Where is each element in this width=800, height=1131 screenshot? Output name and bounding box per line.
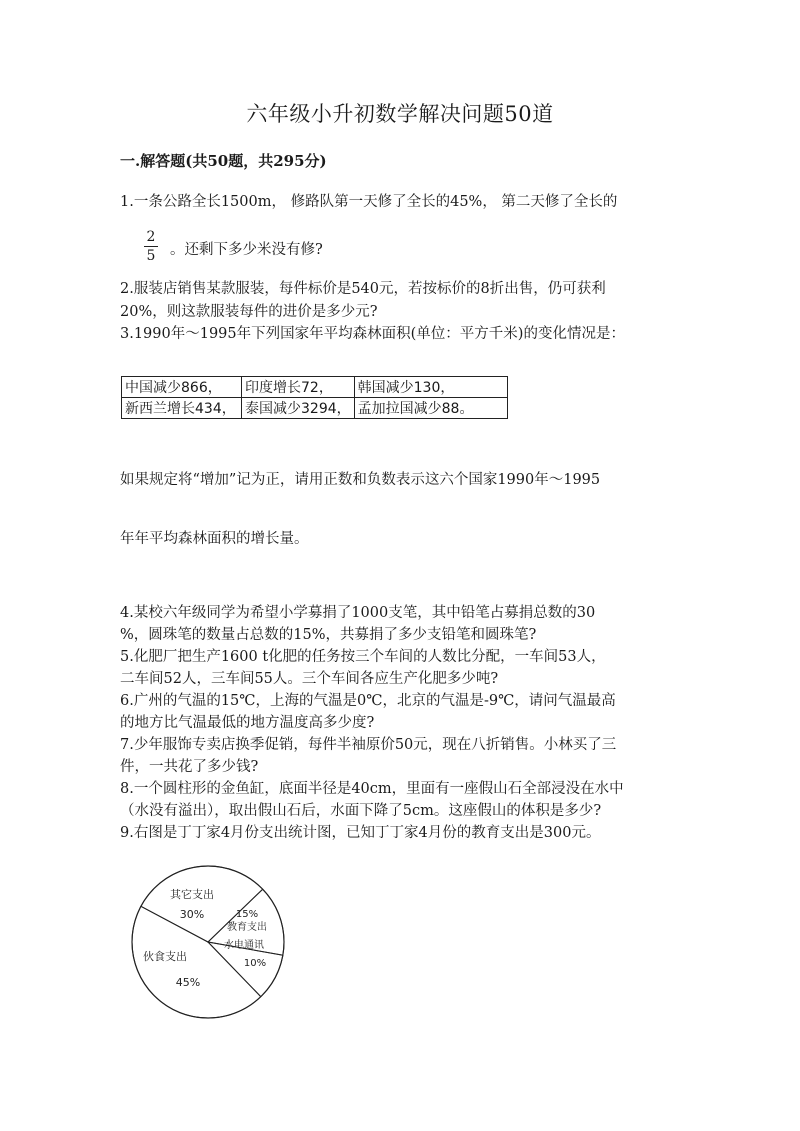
question-4-line-2: %，圆珠笔的数量占总数的15%，共募捐了多少支铅笔和圆珠笔? <box>120 627 537 643</box>
table-row <box>122 377 508 398</box>
question-1-line-1: 1.一条公路全长1500m， 修路队第一天修了全长的45%， 第二天修了全长的 <box>120 194 618 210</box>
fraction-denominator: 5 <box>146 248 156 264</box>
table-cell: 新西兰增长434， <box>122 398 242 419</box>
question-7-line-1: 7.少年服饰专卖店换季促销，每件半袖原价50元，现在八折销售。小林买了三 <box>120 737 617 753</box>
pie-slice-label: 水电通讯 <box>224 940 264 951</box>
pie-slice-value: 15% <box>235 909 259 920</box>
question-6-line-2: 的地方比气温最低的地方温度高多少度? <box>120 715 375 731</box>
pie-slice-label: 伙食支出 <box>143 950 187 963</box>
expense-pie-chart <box>120 860 300 1020</box>
question-8-line-2: （水没有溢出），取出假山石后，水面下降了5cm。这座假山的体积是多少? <box>120 803 602 819</box>
fraction-numerator: 2 <box>146 229 156 245</box>
pie-slice-value: 10% <box>243 958 267 969</box>
table-cell: 印度增长72， <box>242 377 355 398</box>
question-2-line-1: 2.服装店销售某款服装，每件标价是540元，若按标价的8折出售，仍可获利 <box>120 281 606 297</box>
question-8-line-1: 8.一个圆柱形的金鱼缸，底面半径是40cm，里面有一座假山石全部浸没在水中 <box>120 781 624 797</box>
question-2-line-2: 20%，则这款服装每件的进价是多少元? <box>120 304 378 320</box>
table-cell: 孟加拉国减少88。 <box>354 398 507 419</box>
question-3-line-2: 如果规定将“增加”记为正，请用正数和负数表示这六个国家1990年～1995 <box>120 472 601 488</box>
fraction-bar <box>144 246 158 247</box>
section-heading: 一.解答题(共50题，共295分) <box>120 152 327 170</box>
table-cell: 泰国减少3294， <box>242 398 355 419</box>
question-5-line-1: 5.化肥厂把生产1600 t化肥的任务按三个车间的人数比分配，一车间53人， <box>120 649 606 665</box>
question-6-line-1: 6.广州的气温的15℃，上海的气温是0℃，北京的气温是-9℃，请问气温最高 <box>120 693 616 709</box>
question-3-line-1: 3.1990年～1995年下列国家年平均森林面积(单位：平方千米)的变化情况是： <box>120 326 625 342</box>
forest-change-table <box>121 376 508 419</box>
question-5-line-2: 二车间52人，三车间55人。三个车间各应生产化肥多少吨? <box>120 671 499 687</box>
pie-slice-label: 其它支出 <box>170 888 214 901</box>
table-row <box>122 398 508 419</box>
question-3-line-3: 年年平均森林面积的增长量。 <box>120 531 309 547</box>
question-9-line-1: 9.右图是丁丁家4月份支出统计图，已知丁丁家4月份的教育支出是300元。 <box>120 825 601 841</box>
question-1-line-2: 。还剩下多少米没有修? <box>170 242 323 258</box>
table-cell: 中国减少866， <box>122 377 242 398</box>
table-cell: 韩国减少130， <box>354 377 507 398</box>
pie-slice-label: 教育支出 <box>227 922 267 933</box>
pie-slice-value: 30% <box>179 908 205 921</box>
question-7-line-2: 件，一共花了多少钱? <box>120 759 259 775</box>
pie-slice-value: 45% <box>175 976 201 989</box>
page-title: 六年级小升初数学解决问题50道 <box>246 102 554 126</box>
fraction-two-fifths <box>144 230 158 263</box>
question-4-line-1: 4.某校六年级同学为希望小学募捐了1000支笔，其中铅笔占募捐总数的30 <box>120 605 596 621</box>
